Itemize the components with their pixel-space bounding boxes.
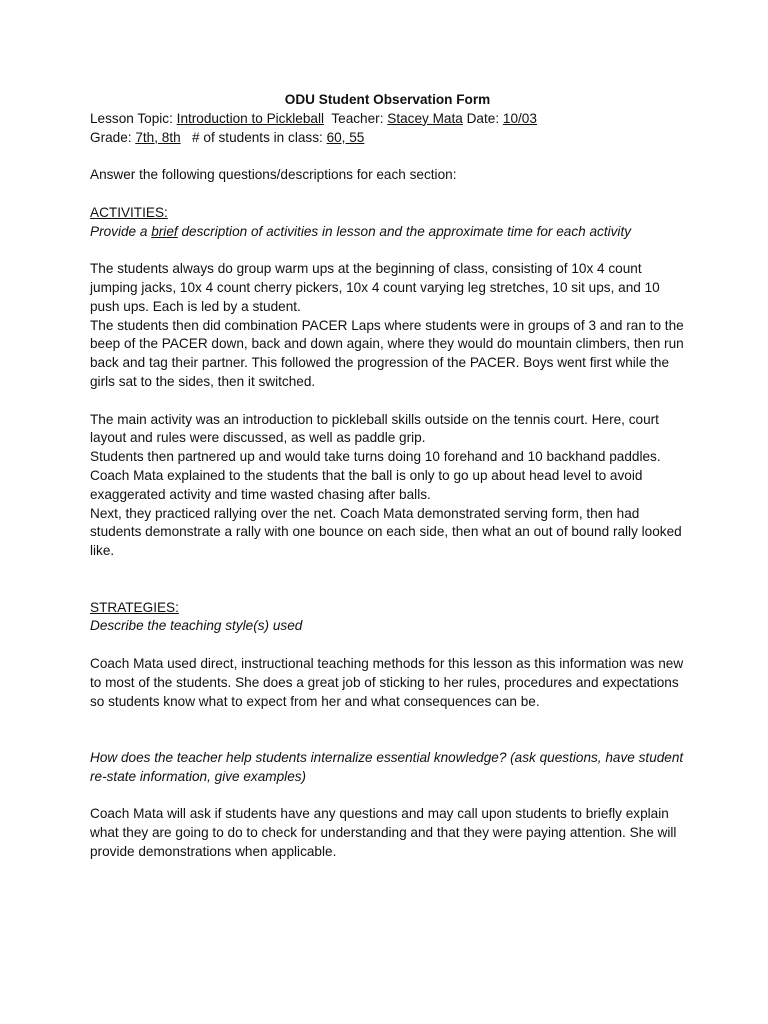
spacer [90, 392, 685, 411]
instructions-text: Answer the following questions/descriptions for each section: [90, 167, 457, 183]
spacer [90, 636, 685, 655]
activities-heading: ACTIVITIES: [90, 204, 168, 220]
students-value: 60, 55 [326, 129, 365, 145]
lesson-topic-value: Introduction to Pickleball [176, 110, 325, 126]
document-body [90, 91, 685, 862]
strategies-answer-internalize: Coach Mata will ask if students have any questions and may call upon students to briefly explain what they are going to do to check for understanding and that they were paying attention. She will provide demonstrations when applicable. [90, 806, 677, 859]
strategies-answer: Coach Mata used direct, instructional teaching methods for this lesson as this information was new to most of the students. She does a great job of sticking to her rules, procedures and expectations so students know what to expect from her and what consequences can be. [90, 655, 684, 709]
spacer [90, 147, 685, 166]
teacher-label: Teacher: [331, 110, 384, 126]
spacer [90, 786, 685, 805]
strategies-prompt: Describe the teaching style(s) used [90, 618, 303, 634]
spacer [90, 241, 685, 260]
grade-value: 7th, 8th [135, 129, 181, 145]
spacer [90, 185, 685, 204]
activities-paragraph-warmup: The students always do group warm ups at the beginning of class, consisting of 10x 4 count jumping jacks, 10x 4 count cherry pickers, 10x 4 count varying leg stretches, 10 sit ups, and 10 push ups. Each is led by a student. [90, 261, 660, 314]
activities-prompt-emphasis: brief [151, 223, 178, 239]
activities-prompt [90, 223, 685, 242]
strategies-question-internalize: How does the teacher help students internalize essential knowledge? (ask questions, have student re-state information, give examples) [90, 749, 684, 784]
spacer [90, 711, 685, 730]
teacher-value: Stacey Mata [387, 110, 463, 126]
grade-info-line [90, 129, 685, 148]
lesson-info-line [90, 110, 685, 129]
lesson-topic-label: Lesson Topic: [90, 110, 173, 126]
form-title: ODU Student Observation Form [284, 92, 491, 107]
grade-label: Grade: [90, 129, 132, 145]
activities-paragraph-rally: Next, they practiced rallying over the net. Coach Mata demonstrated serving form, then had students demonstrate a rally with one bounce on each side, then what an out of bound rally looked like. [90, 505, 682, 559]
spacer [90, 561, 685, 580]
activities-prompt-pre: Provide a [90, 223, 152, 239]
students-label: # of students in class: [192, 129, 323, 145]
activities-paragraph-main: The main activity was an introduction to pickleball skills outside on the tennis court. Here, court layout and rules were discussed, as well as paddle grip. [90, 411, 659, 446]
spacer [90, 580, 685, 599]
activities-paragraph-partners: Students then partnered up and would take turns doing 10 forehand and 10 backhand paddles. Coach Mata explained to the students that the ball is only to go up about head level to avoid exaggerated activity and time wasted chasing after balls. [90, 449, 661, 502]
date-value: 10/03 [502, 110, 537, 126]
date-label: Date: [466, 110, 500, 126]
activities-prompt-post: description of activities in lesson and the approximate time for each activity [177, 223, 632, 239]
spacer [90, 730, 685, 749]
activities-paragraph-pacer: The students then did combination PACER Laps where students were in groups of 3 and ran to the beep of the PACER down, back and down again, where they would do mountain climbers, then run back and tag their partner. This followed the progression of the PACER. Boys went first while the girls sat to the sides, then it switched. [90, 317, 684, 389]
strategies-heading: STRATEGIES: [90, 599, 179, 615]
